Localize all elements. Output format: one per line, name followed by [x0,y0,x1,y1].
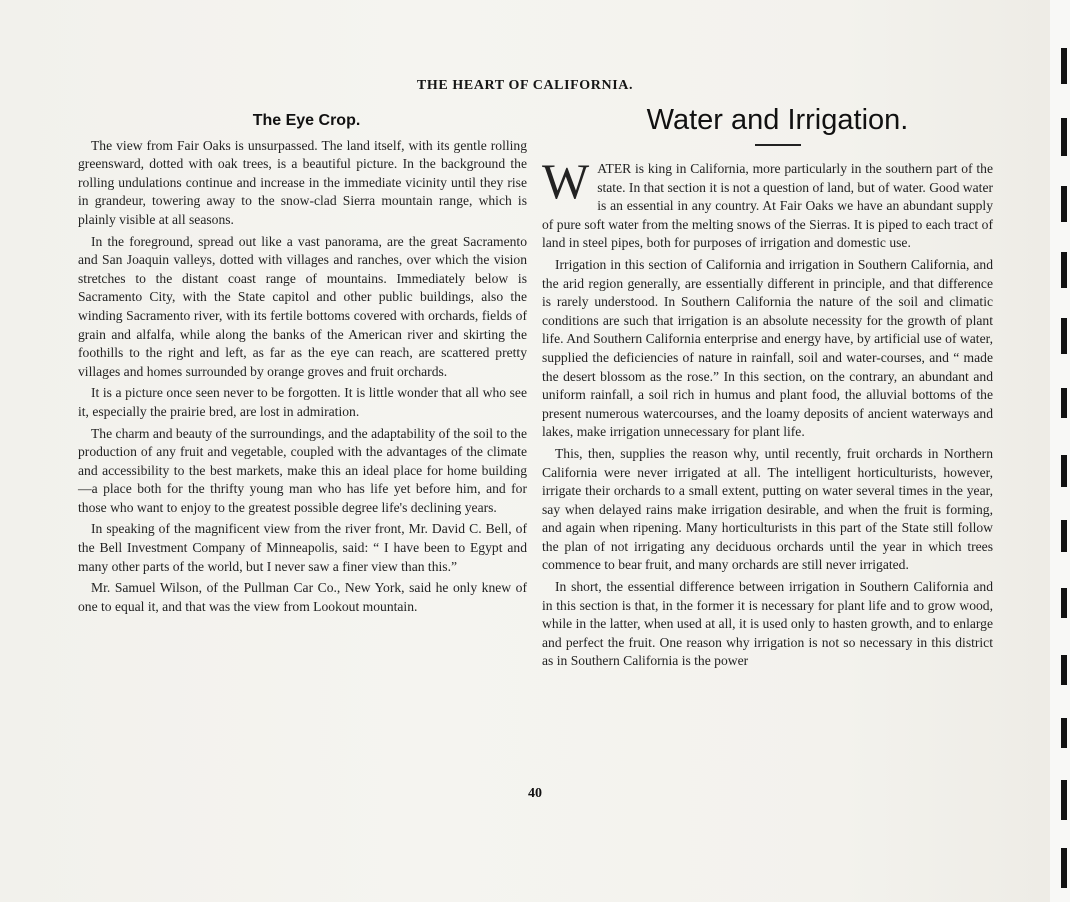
water-irrigation-heading: Water and Irrigation. [646,104,909,136]
heading-rule [755,144,801,146]
right-first-paragraph [542,153,993,253]
left-paragraph: The charm and beauty of the surroundings, and the adaptability of the soil to the production of any fruit and vegetable, coupled with the advantages of the climate and accessibility to the best markets, make this an ideal place for home building —a place both for the thrifty young man who has life yet before him, and for those who want to enjoy to the greatest possible degree life's declining years. [78,425,528,515]
binding-ring [1061,718,1067,748]
first-paragraph-text: ATER is king in California, more particularly in the southern part of the state. In that section it is not a question of land, but of water. Good water is an essential in any country. At Fair Oaks we have an abundant supply of pure soft water from the melting snows of the Sierras. It is piped to each tract of land in steel pipes, both for purposes of irrigation and domestic use. [542,161,993,251]
right-paragraph: This, then, supplies the reason why, until recently, fruit orchards in Northern California were never irrigated at all. The intelligent horticulturists, however, irrigate their orchards to a small extent, putting on water several times in the year, say when delayed rains make irrigation desirable, and when the fruit is forming, and again when ripening. Many horticulturists in this part of the State still follow the plan of not irrigating any deciduous orchards until the year in which trees commence to bear fruit, and many orchards are still never irrigated. [542,445,993,573]
left-column [78,112,527,619]
binding-ring [1061,48,1067,84]
drop-cap: W [542,153,590,209]
binding-ring [1061,588,1067,618]
left-paragraph: Mr. Samuel Wilson, of the Pullman Car Co., New York, said he only knew of one to equal it, and that was the view from Lookout mountain. [78,580,527,614]
left-paragraph: It is a picture once seen never to be forgotten. It is little wonder that all who see it, especially the prairie bred, are lost in admiration. [78,385,527,419]
left-paragraph: In speaking of the magnificent view from the river front, Mr. David C. Bell, of the Bell Investment Company of Minneapolis, said: “ I have been to Egypt and many other parts of the world, but I never saw a finer view than this.” [78,521,527,574]
binding-ring [1061,848,1067,888]
right-paragraph: Irrigation in this section of California and irrigation in Southern California, and the arid region generally, are essentially different in principle, and that difference is rarely understood. In Southern California the nature of the soil and climatic conditions are such that irrigation is an absolute necessity for the growth of plant life. And Southern California enterprise and energy have, by artificial use of water, supplied the deficiencies of nature in rainfall, soil and water-courses, and “ made the desert blossom as the rose.” In this section, on the contrary, an abundant and uniform rainfall, a soil rich in humus and plant food, the alluvial bottoms of the present numerous watercourses, and the loamy deposits of ancient waterways and lakes, make irrigation unnecessary for plant life. [542,256,993,440]
binding-ring [1061,388,1067,418]
running-head: THE HEART OF CALIFORNIA. [416,78,634,93]
left-paragraph: In the foreground, spread out like a vast panorama, are the great Sacramento and San Joaquin valleys, dotted with villages and ranches, over which the vision stretches to the distant coast range of mountains. Immediately below is Sacramento City, with the State capitol and other public buildings, also the winding Sacramento river, with its fertile bottoms covered with orchards, fields of grain and alfalfa, while along the banks of the American river and skirting the foothills to the right and left, as far as the eye can reach, are scattered pretty villages and homes surrounded by orange groves and fruit orchards. [78,233,527,379]
spiral-binding [1050,0,1070,902]
binding-ring [1061,118,1067,156]
right-column [542,102,993,674]
binding-ring [1061,655,1067,685]
binding-ring [1061,455,1067,487]
left-paragraph: The view from Fair Oaks is unsurpassed. The land itself, with its gentle rolling greensward, dotted with oak trees, is a beautiful picture. In the background the rolling undulations continue and increase in the immediate vicinity until they rise in grandeur, towering away to the snow-clad Sierra mountain range, which is plainly visible at all seasons. [78,137,527,227]
binding-ring [1061,318,1067,354]
binding-ring [1061,186,1067,222]
right-paragraph: In short, the essential difference between irrigation in Southern California and in this section is that, in the former it is necessary for plant life and to grow wood, while in the latter, when used at all, it is used only to hasten growth, and to enlarge and perfect the fruit. One reason why irrigation is not so necessary in this district as in Southern California is the power [542,579,993,669]
binding-ring [1061,520,1067,552]
page-number: 40 [528,786,542,801]
eye-crop-heading: The Eye Crop. [252,112,361,129]
binding-ring [1061,252,1067,288]
